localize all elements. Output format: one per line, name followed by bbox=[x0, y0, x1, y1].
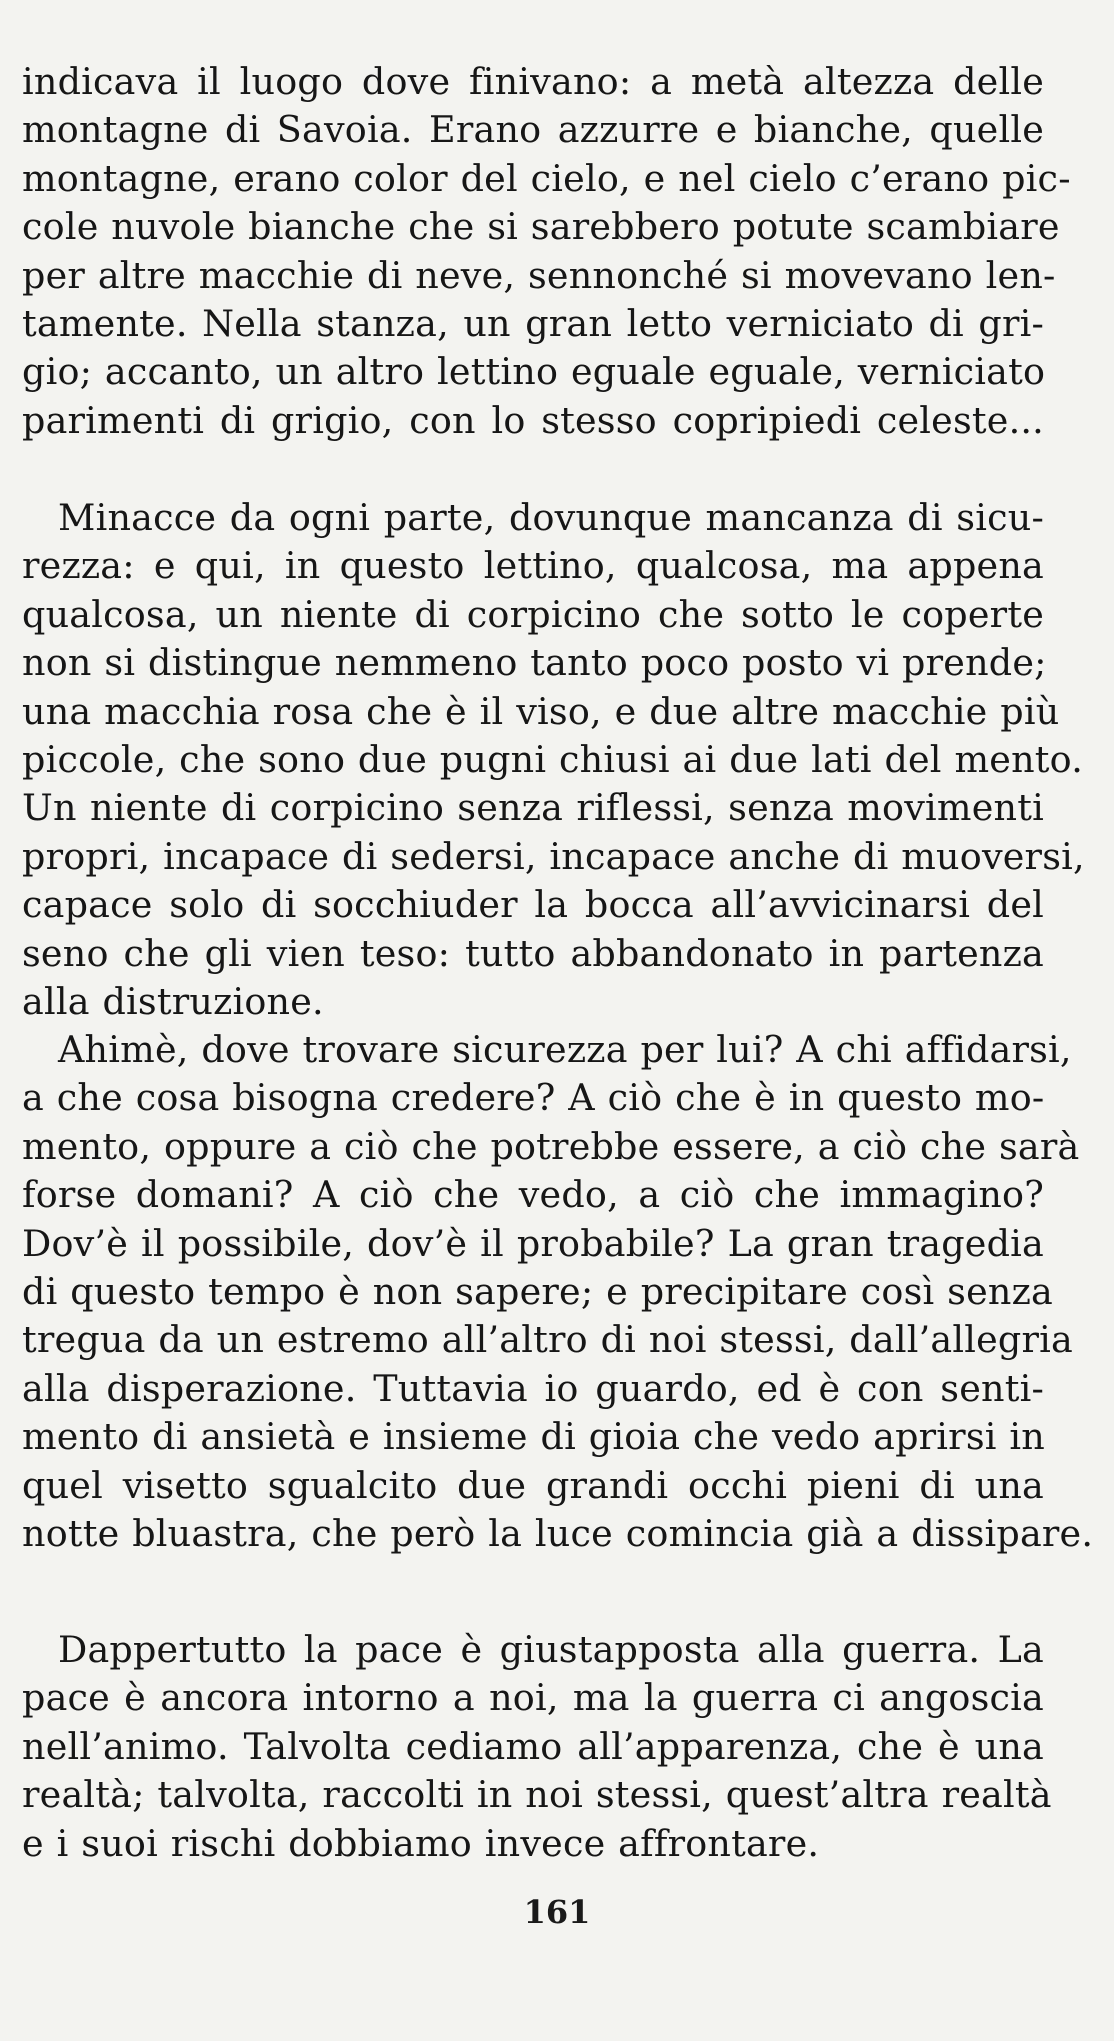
text-line: gio; accanto, un altro lettino eguale eguale, verniciato bbox=[22, 350, 1046, 394]
text-line: Ahimè, dove trovare sicurezza per lui? A chi affidarsi, bbox=[58, 1028, 1072, 1071]
text-line: nell’animo. Talvolta cediamo all’apparenza, che è una bbox=[22, 1724, 1044, 1768]
text-line: montagne di Savoia. Erano azzurre e bianche, quelle bbox=[22, 108, 1044, 152]
text-line: per altre macchie di neve, sennonché si movevano len- bbox=[22, 253, 1056, 297]
text-line: cole nuvole bianche che si sarebbero potute scambiare bbox=[22, 205, 1060, 249]
text-line: realtà; talvolta, raccolti in noi stessi, quest’altra realtà bbox=[22, 1773, 1052, 1817]
paragraph-3 bbox=[22, 1026, 1094, 1558]
text-line: a che cosa bisogna credere? A ciò che è in questo mo- bbox=[22, 1076, 1045, 1120]
text-line: Minacce da ogni parte, dovunque mancanza di sicu- bbox=[58, 496, 1044, 539]
text-line: non si distingue nemmeno tanto poco posto vi prende; bbox=[22, 641, 1047, 685]
text-line: e i suoi rischi dobbiamo invece affrontare. bbox=[22, 1821, 820, 1865]
text-line: piccole, che sono due pugni chiusi ai due lati del mento. bbox=[22, 737, 1084, 781]
text-line: capace solo di socchiuder la bocca all’avvicinarsi del bbox=[22, 883, 1044, 927]
text-line: alla disperazione. Tuttavia io guardo, ed è con senti- bbox=[22, 1366, 1044, 1410]
text-line: Un niente di corpicino senza riflessi, senza movimenti bbox=[22, 786, 1044, 830]
text-line: mento, oppure a ciò che potrebbe essere, a ciò che sarà bbox=[22, 1124, 1080, 1168]
text-line: notte bluastra, che però la luce comincia già a dissipare. bbox=[22, 1511, 1094, 1555]
text-line: alla distruzione. bbox=[22, 979, 324, 1023]
text-line: propri, incapace di sedersi, incapace anche di muoversi, bbox=[22, 834, 1085, 878]
text-line: qualcosa, un niente di corpicino che sotto le coperte bbox=[22, 592, 1044, 636]
text-line: indicava il luogo dove finivano: a metà altezza delle bbox=[22, 60, 1044, 103]
paragraph-1 bbox=[22, 58, 1071, 445]
text-line: forse domani? A ciò che vedo, a ciò che immagino? bbox=[22, 1173, 1044, 1217]
text-line: montagne, erano color del cielo, e nel cielo c’erano pic- bbox=[22, 156, 1071, 200]
text-line: parimenti di grigio, con lo stesso copripiedi celeste... bbox=[22, 398, 1044, 442]
text-line: tregua da un estremo all’altro di noi stessi, dall’allegria bbox=[22, 1318, 1073, 1362]
text-line: mento di ansietà e insieme di gioia che vedo aprirsi in bbox=[22, 1415, 1046, 1459]
text-line: una macchia rosa che è il viso, e due altre macchie più bbox=[22, 689, 1060, 733]
text-line: seno che gli vien teso: tutto abbandonato in partenza bbox=[22, 931, 1044, 975]
text-line: rezza: e qui, in questo lettino, qualcosa, ma appena bbox=[22, 544, 1044, 588]
text-line: Dappertutto la pace è giustapposta alla guerra. La bbox=[58, 1628, 1044, 1671]
text-line: quel visetto sgualcito due grandi occhi pieni di una bbox=[22, 1463, 1044, 1507]
text-line: Dov’è il possibile, dov’è il probabile? La gran tragedia bbox=[22, 1221, 1044, 1265]
text-line: di questo tempo è non sapere; e precipitare così senza bbox=[22, 1269, 1054, 1313]
paragraph-4 bbox=[22, 1626, 1052, 1868]
paragraph-2 bbox=[22, 494, 1085, 1026]
page-number: 161 bbox=[523, 1893, 591, 1931]
text-line: tamente. Nella stanza, un gran letto verniciato di gri- bbox=[22, 301, 1044, 345]
text-line: pace è ancora intorno a noi, ma la guerra ci angoscia bbox=[22, 1676, 1044, 1720]
